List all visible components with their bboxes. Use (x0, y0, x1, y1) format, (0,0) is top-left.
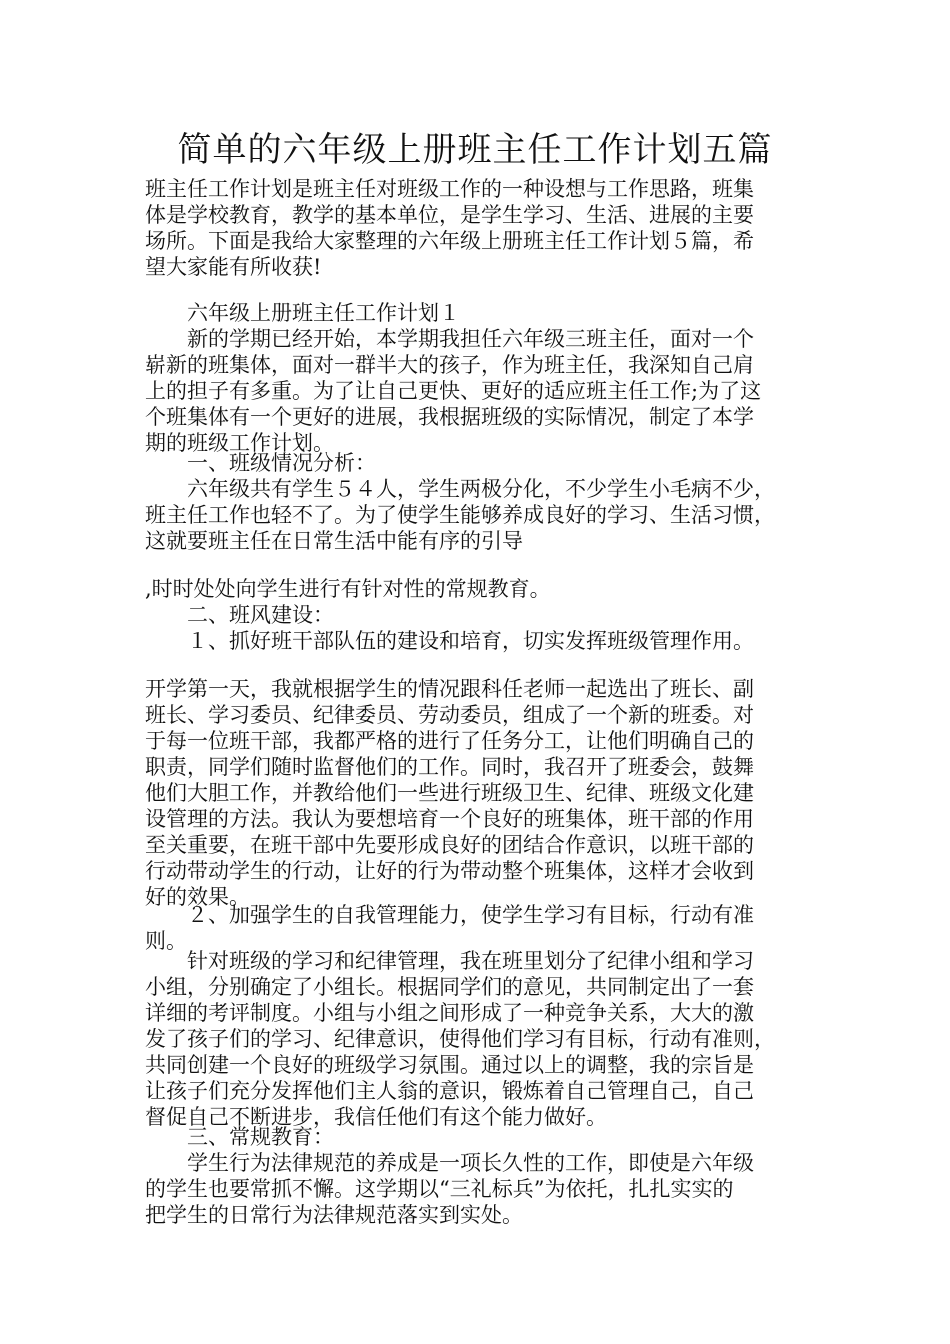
paragraph-line: 于每一位班干部，我都严格的进行了任务分工，让他们明确自己的 (145, 729, 754, 753)
paragraph-line: ２、加强学生的自我管理能力，使学生学习有目标，行动有准 (187, 903, 754, 927)
paragraph-line: 六年级共有学生５４人，学生两极分化，不少学生小毛病不少， (187, 477, 775, 501)
paragraph-line: 个班集体有一个更好的进展，我根据班级的实际情况，制定了本学 (145, 405, 754, 429)
paragraph-line: 共同创建一个良好的班级学习氛围。通过以上的调整，我的宗旨是 (145, 1053, 754, 1077)
paragraph-line: 小组，分别确定了小组长。根据同学们的意见，共同制定出了一套 (145, 975, 754, 999)
paragraph-line: 上的担子有多重。为了让自己更快、更好的适应班主任工作;为了这 (145, 379, 762, 403)
paragraph-line: 开学第一天，我就根据学生的情况跟科任老师一起选出了班长、副 (145, 677, 754, 701)
paragraph-line: 的学生也要常抓不懈。这学期以“三礼标兵”为依托，扎扎实实的 (145, 1177, 734, 1201)
paragraph-line: 至关重要，在班干部中先要形成良好的团结合作意识，以班干部的 (145, 833, 754, 857)
paragraph-line: 六年级上册班主任工作计划１ (187, 301, 460, 325)
paragraph-line: 班主任工作计划是班主任对班级工作的一种设想与工作思路，班集 (145, 177, 754, 201)
paragraph-line: 行动带动学生的行动，让好的行为带动整个班集体，这样才会收到 (145, 859, 754, 883)
paragraph-line: 发了孩子们的学习、纪律意识，使得他们学习有目标，行动有准则， (145, 1027, 775, 1051)
paragraph-line: 期的班级工作计划。 (145, 431, 334, 455)
paragraph-line: 学生行为法律规范的养成是一项长久性的工作，即使是六年级 (187, 1151, 754, 1175)
paragraph-line: 班主任工作也轻不了。为了使学生能够养成良好的学习、生活习惯， (145, 503, 775, 527)
paragraph-line: 则。 (145, 929, 187, 953)
paragraph-line: 详细的考评制度。小组与小组之间形成了一种竞争关系，大大的激 (145, 1001, 754, 1025)
paragraph-line: ,时时处处向学生进行有针对性的常规教育。 (145, 577, 551, 601)
paragraph-line: 班长、学习委员、纪律委员、劳动委员，组成了一个新的班委。对 (145, 703, 754, 727)
paragraph-line: 崭新的班集体，面对一群半大的孩子，作为班主任，我深知自己肩 (145, 353, 754, 377)
paragraph-line: 新的学期已经开始，本学期我担任六年级三班主任，面对一个 (187, 327, 754, 351)
paragraph-line: 体是学校教育，教学的基本单位，是学生学习、生活、进展的主要 (145, 203, 754, 227)
paragraph-line: 他们大胆工作，并教给他们一些进行班级卫生、纪律、班级文化建 (145, 781, 754, 805)
paragraph-line: 针对班级的学习和纪律管理，我在班里划分了纪律小组和学习 (187, 949, 754, 973)
paragraph-line: 这就要班主任在日常生活中能有序的引导 (145, 529, 523, 553)
paragraph-line: １、抓好班干部队伍的建设和培育，切实发挥班级管理作用。 (187, 629, 754, 653)
paragraph-line: 望大家能有所收获! (145, 255, 322, 279)
paragraph-line: 场所。下面是我给大家整理的六年级上册班主任工作计划５篇，希 (145, 229, 754, 253)
paragraph-line: 好的效果。 (145, 885, 250, 909)
paragraph-line: 一、班级情况分析： (187, 451, 376, 475)
document-title: 简单的六年级上册班主任工作计划五篇 (177, 130, 773, 170)
paragraph-line: 设管理的方法。我认为要想培育一个良好的班集体，班干部的作用 (145, 807, 754, 831)
paragraph-line: 职责，同学们随时监督他们的工作。同时，我召开了班委会，鼓舞 (145, 755, 754, 779)
paragraph-line: 让孩子们充分发挥他们主人翁的意识，锻炼着自己管理自己，自己 (145, 1079, 754, 1103)
paragraph-line: 三、常规教育： (187, 1125, 334, 1149)
paragraph-line: 把学生的日常行为法律规范落实到实处。 (145, 1203, 523, 1227)
paragraph-line: 督促自己不断进步，我信任他们有这个能力做好。 (145, 1105, 607, 1129)
paragraph-line: 二、班风建设： (187, 603, 334, 627)
